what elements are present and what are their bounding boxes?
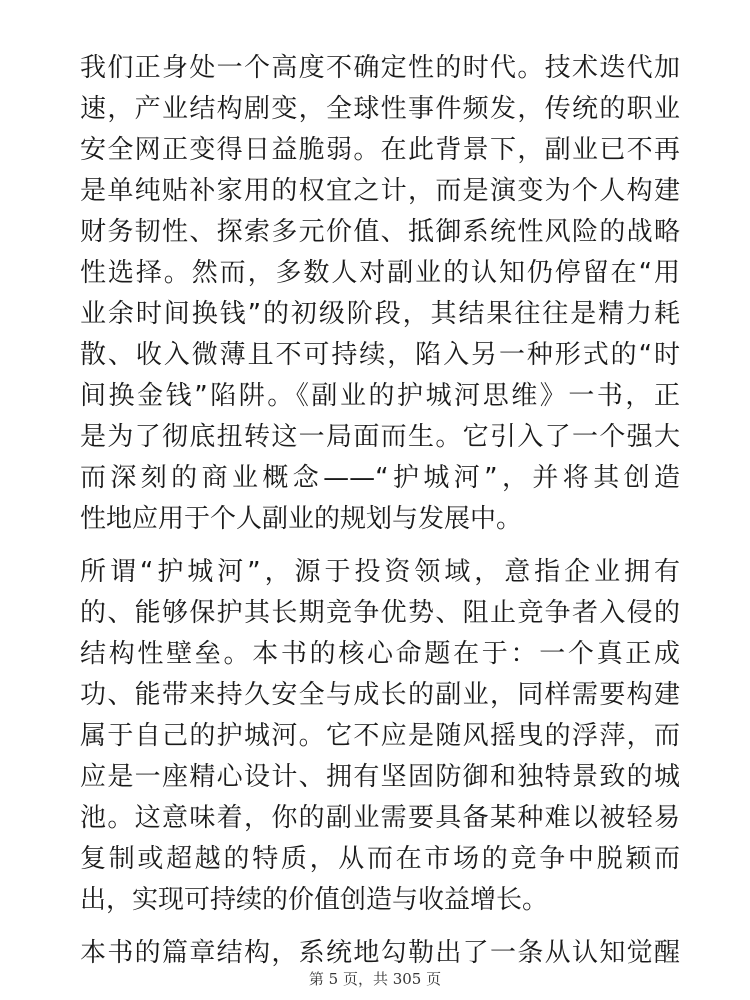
text-line: 所谓“护城河”，源于投资领域，意指企业拥有 [80, 557, 680, 587]
text-line: 属于自己的护城河。它不应是随风摇曳的浮萍，而 [80, 721, 680, 751]
paragraph-2 [80, 552, 680, 921]
text-line: 散、收入微薄且不可持续，陷入另一种形式的“时 [80, 340, 680, 370]
text-line: 性地应用于个人副业的规划与发展中。 [80, 504, 523, 534]
text-line: 性选择。然而，多数人对副业的认知仍停留在“用 [80, 258, 680, 288]
text-line: 复制或超越的特质，从而在市场的竞争中脱颖而 [80, 844, 680, 874]
page-content [80, 48, 680, 986]
text-line: 间换金钱”陷阱。《副业的护城河思维》一书，正 [80, 381, 680, 411]
text-line: 是为了彻底扭转这一局面而生。它引入了一个强大 [80, 422, 680, 452]
page-number-footer: 第 5 页，共 305 页 [308, 970, 442, 988]
text-line: 业余时间换钱”的初级阶段，其结果往往是精力耗 [80, 299, 680, 329]
text-line: 出，实现可持续的价值创造与收益增长。 [80, 885, 549, 915]
text-line: 本书的篇章结构，系统地勾勒出了一条从认知觉醒 [80, 938, 680, 968]
text-line: 应是一座精心设计、拥有坚固防御和独特景致的城 [80, 762, 680, 792]
text-line: 池。这意味着，你的副业需要具备某种难以被轻易 [80, 803, 680, 833]
text-line: 而深刻的商业概念——“护城河”，并将其创造 [80, 463, 680, 493]
text-line: 财务韧性、探索多元价值、抵御系统性风险的战略 [80, 217, 680, 247]
text-line: 我们正身处一个高度不确定性的时代。技术迭代加 [80, 53, 680, 83]
text-line: 安全网正变得日益脆弱。在此背景下，副业已不再 [80, 135, 680, 165]
paragraph-1 [80, 48, 680, 540]
text-line: 的、能够保护其长期竞争优势、阻止竞争者入侵的 [80, 598, 680, 628]
text-line: 结构性壁垒。本书的核心命题在于：一个真正成 [80, 639, 680, 669]
text-line: 功、能带来持久安全与成长的副业，同样需要构建 [80, 680, 680, 710]
text-line: 是单纯贴补家用的权宜之计，而是演变为个人构建 [80, 176, 680, 206]
text-line: 速，产业结构剧变，全球性事件频发，传统的职业 [80, 94, 680, 124]
